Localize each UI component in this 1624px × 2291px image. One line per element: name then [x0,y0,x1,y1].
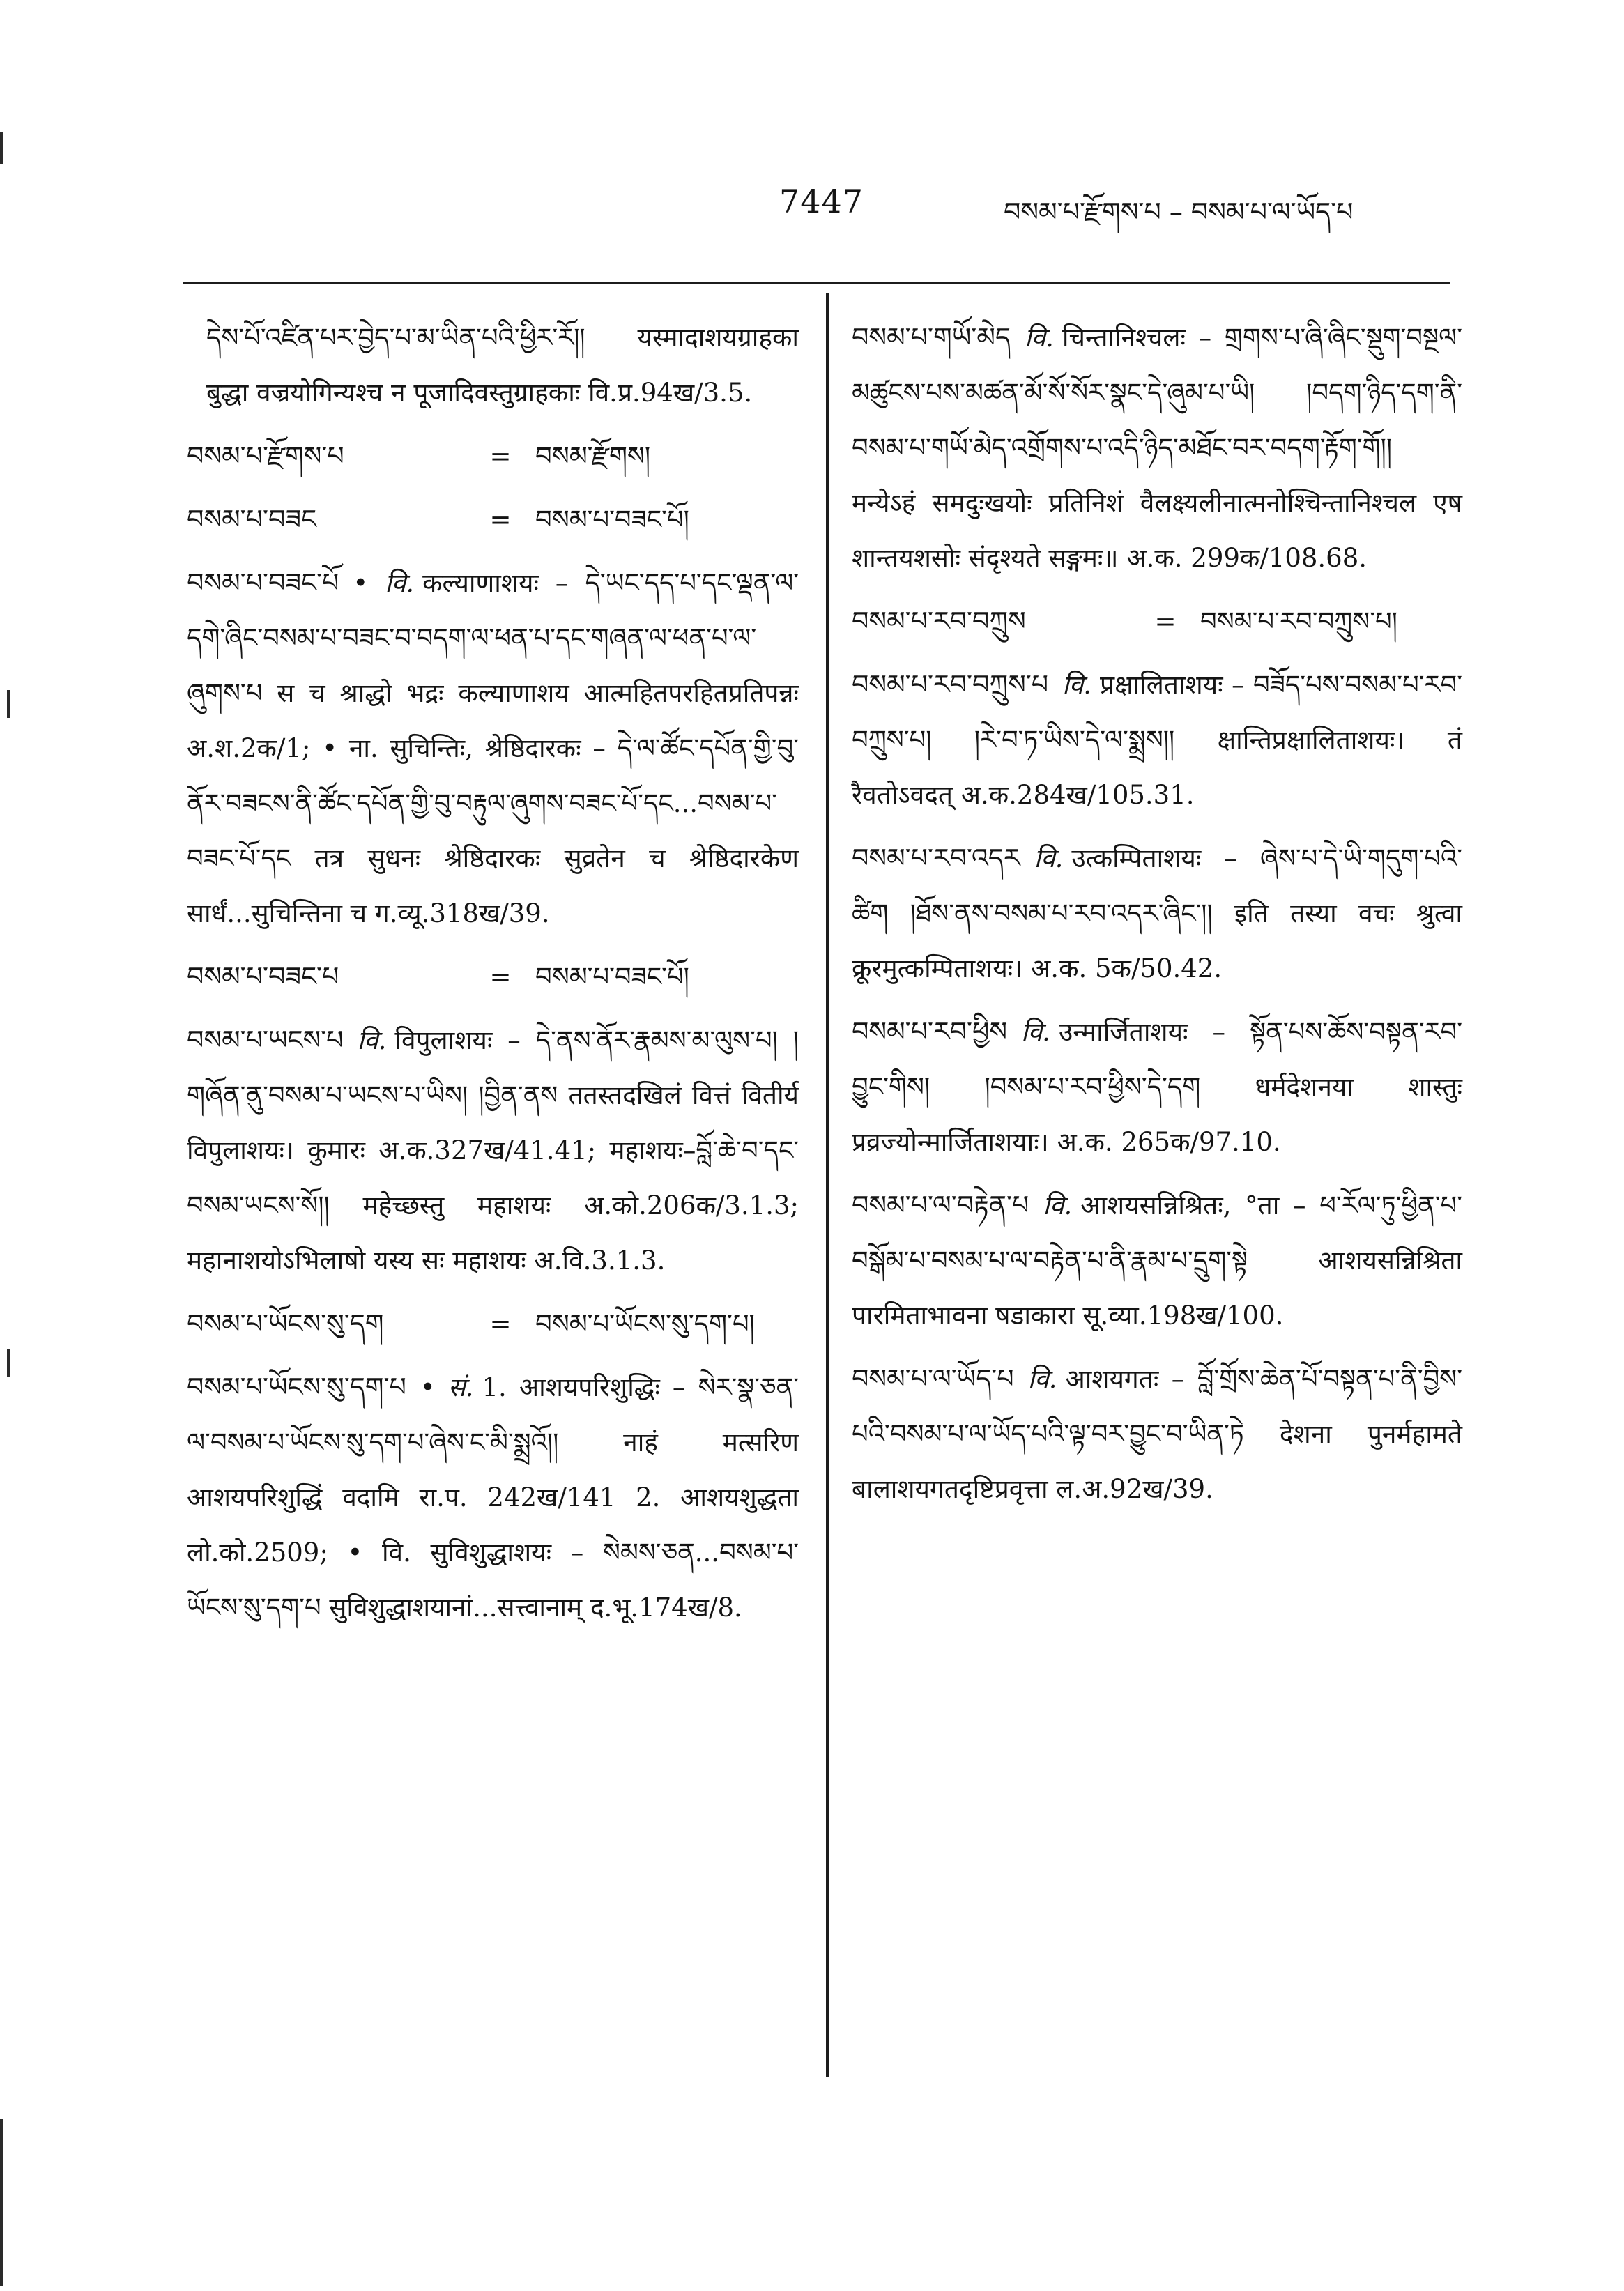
running-head: བསམ་པ་རྫོགས་པ – བསམ་པ་ལ་ཡོད་པ [1004,197,1354,227]
scan-edge-mark [7,690,10,718]
scan-edge-mark [7,1349,10,1377]
page-number: 7447 [779,183,864,220]
headword: བསམ་པ་ཡོངས་སུ་དག [187,1308,384,1339]
grammar-label: वि. [1024,323,1054,353]
entry-body: उन्मार्जिताशयः – སྟོན་པས་ཆོས་བསྟན་རབ་བྱུང་གིས། །བསམ་པ་རབ་ཕྱིས་དེ་དག धर्मदेशनया शास्तुः प्रव्रज्योन्मार्जिताशयाः। अ.क. 265क/97.10. [852,1017,1462,1157]
dictionary-entry [187,310,799,420]
grammar-label: वि. [1021,1017,1050,1047]
dictionary-entry [852,1004,1462,1170]
grammar-label: वि. [1062,670,1092,700]
cross-reference-target: བསམ་པ་བཟང་པོ། [535,962,689,992]
dictionary-entry [852,831,1462,996]
grammar-label: वि. [1027,1364,1057,1394]
grammar-label: वि. [1043,1190,1073,1220]
dictionary-entry [852,310,1462,585]
dictionary-entry [187,1013,799,1288]
headword: བསམ་པ་ཡོངས་སུ་དག་པ [187,1372,406,1402]
headword: བསམ་པ་བཟང [187,504,317,535]
dictionary-entry [852,1178,1462,1343]
entry-body: विपुलाशयः – དེ་ནས་ནོར་རྣམས་མ་ལུས་པ། །གཞོན་ནུ་བསམ་པ་ཡངས་པ་ཡིས། །བྱིན་ནས ततस्तदखिलं वित्तं वितीर्य विपुलाशयः। कुमारः अ.क.327ख/41.41; महाशयः–བློ་ཆེ་བ་དང་བསམ་ཡངས་སོ།། महेच्छस्तु महाशयः अ.को.206क/3.1.3; महानाशयोऽभिलाषो यस्य सः महाशयः अ.वि.3.1.3. [187,1025,799,1275]
entry-body: प्रक्षालिताशयः – བཟོད་པས་བསམ་པ་རབ་བཀྲུས་པ། །རེ་བ་ཏ་ཡིས་དེ་ལ་སྨྲས།། क्षान्तिप्रक्षालिताशयः। तं रैवतोऽवदत् अ.क.284ख/105.31. [852,670,1462,810]
equals-sign: = [489,441,512,471]
cross-reference-target: བསམ་པ་ཡོངས་སུ་དག་པ། [535,1309,755,1339]
headword: བསམ་པ་རབ་འདར [852,843,1020,873]
headword: བསམ་པ་རབ་ཕྱིས [852,1016,1008,1047]
dictionary-entry [852,657,1462,822]
headword: བསམ་པ་རྫོགས་པ [187,440,344,471]
headword: བསམ་པ་ཡངས་པ [187,1025,344,1055]
equals-sign: = [489,1309,512,1339]
cross-reference [852,594,1462,649]
column-divider [826,293,829,2077]
header-rule [183,282,1450,284]
dictionary-entry [187,555,799,941]
entry-body: कल्याणाशयः – དེ་ཡང་དད་པ་དང་ལྡན་ལ་དགེ་ཞིང་བསམ་པ་བཟང་བ་བདག་ལ་ཕན་པ་དང་གཞན་ལ་ཕན་པ་ལ་ཞུགས་པ स च श्राद्धो भद्रः कल्याणाशय आत्महितपरहितप्रतिपन्नः अ.श.2क/1; • ना. सुचिन्तिः, श्रेष्ठिदारकः – དེ་ལ་ཚོང་དཔོན་གྱི་བུ་ནོར་བཟངས་ནི་ཚོང་དཔོན་གྱི་བུ་བརྟུལ་ཞུགས་བཟང་པོ་དང...བསམ་པ་བཟང་པོ་དང तत्र सुधनः श्रेष्ठिदारकः सुव्रतेन च श्रेष्ठिदारकेण सार्धं...सुचिन्तिना च ग.व्यू.318ख/39. [187,568,799,928]
equals-sign: = [1154,606,1177,636]
left-column [187,310,799,1643]
headword: བསམ་པ་བཟང་པ [187,961,339,992]
headword: བསམ་པ་རབ་བཀྲུས་པ [852,669,1049,700]
equals-sign: = [489,962,512,992]
headword: བསམ་པ་ལ་ཡོད་པ [852,1363,1014,1394]
grammar-label: • वि. [353,568,415,598]
scan-edge-mark [0,132,3,164]
cross-reference-target: བསམ་པ་རབ་བཀྲུས་པ། [1200,606,1397,636]
cross-reference [187,949,799,1004]
headword: བསམ་པ་རབ་བཀྲུས [852,606,1026,636]
entry-body: དེས་པོ་འཛིན་པར་བྱེད་པ་མ་ཡིན་པའི་ཕྱིར་རོ།། यस्मादाशयग्राहका बुद्धा वज्रयोगिन्यश्च न पूजादिवस्तुग्राहकाः वि.प्र.94ख/3.5. [206,323,799,408]
dictionary-entry [187,1360,799,1635]
scan-edge-mark [0,2119,3,2286]
entry-body: आशयसन्निश्रितः, °ता – ཕ་རོལ་ཏུ་ཕྱིན་པ་བསྒོམ་པ་བསམ་པ་ལ་བརྟེན་པ་ནི་རྣམ་པ་དྲུག་སྟེ आशयसन्निश्रिता पारमिताभावना षडाकारा सू.व्या.198ख/100. [852,1190,1462,1331]
right-column [852,310,1462,1525]
headword: བསམ་པ་ལ་བརྟེན་པ [852,1190,1029,1220]
grammar-label: वि. [1034,843,1064,873]
entry-body: 1. आशयपरिशुद्धिः – སེར་སྣ་ཅན་ལ་བསམ་པ་ཡོངས་སུ་དག་པ་ཞེས་ང་མི་སྨྲའོ།། नाहं मत्सरिण आशयपरिशुद्धिं वदामि रा.प. 242ख/141 2. आशयशुद्धता लो.को.2509; • वि. सुविशुद्धाशयः – སེམས་ཅན...བསམ་པ་ཡོངས་སུ་དག་པ सुविशुद्धाशयानां...सत्त्वानाम् द.भू.174ख/8. [187,1372,799,1623]
equals-sign: = [489,505,512,535]
cross-reference [187,1296,799,1351]
entry-body: आशयगतः – བློ་གྲོས་ཆེན་པོ་བསྟན་པ་ནི་བྱིས་པའི་བསམ་པ་ལ་ཡོད་པའི་ལྟ་བར་བྱུང་བ་ཡིན་ཏེ देशना पुनर्महामते बालाशयगतदृष्टिप्रवृत्ता ल.अ.92ख/39. [852,1364,1462,1504]
cross-reference [187,492,799,547]
dictionary-entry [852,1351,1462,1517]
entry-body: चिन्तानिश्चलः – གྲགས་པ་ཞི་ཞིང་སྡུག་བསྔལ་མཚུངས་པས་མཚན་མོ་སོ་སོར་སྣང་དེ་ཞུམ་པ་ཡི། །བདག་ཉིད་དག་ནི་བསམ་པ་གཡོ་མེད་འགྲོགས་པ་འདི་ཉིད་མཐོང་བར་བདག་རྟོག་གོ།། मन्येऽहं समदुःखयोः प्रतिनिशं वैलक्ष्यलीनात्मनोश्चिन्तानिश्चल एष शान्तयशसोः संदृश्यते सङ्गमः॥ अ.क. 299क/108.68. [852,323,1462,573]
grammar-label: • सं. [420,1372,474,1402]
cross-reference [187,429,799,484]
cross-reference-target: བསམ་པ་བཟང་པོ། [535,505,689,535]
headword: བསམ་པ་གཡོ་མེད [852,322,1011,353]
grammar-label: वि. [357,1025,387,1055]
headword: བསམ་པ་བཟང་པོ [187,567,339,598]
entry-body: उत्कम्पिताशयः – ཞེས་པ་དེ་ཡི་གདུག་པའི་ཚིག །ཐོས་ནས་བསམ་པ་རབ་འདར་ཞིང་།། इति तस्या वचः श्रुत्वा क्रूरमुत्कम्पिताशयः। अ.क. 5क/50.42. [852,843,1462,983]
cross-reference-target: བསམ་རྫོགས། [535,441,651,471]
